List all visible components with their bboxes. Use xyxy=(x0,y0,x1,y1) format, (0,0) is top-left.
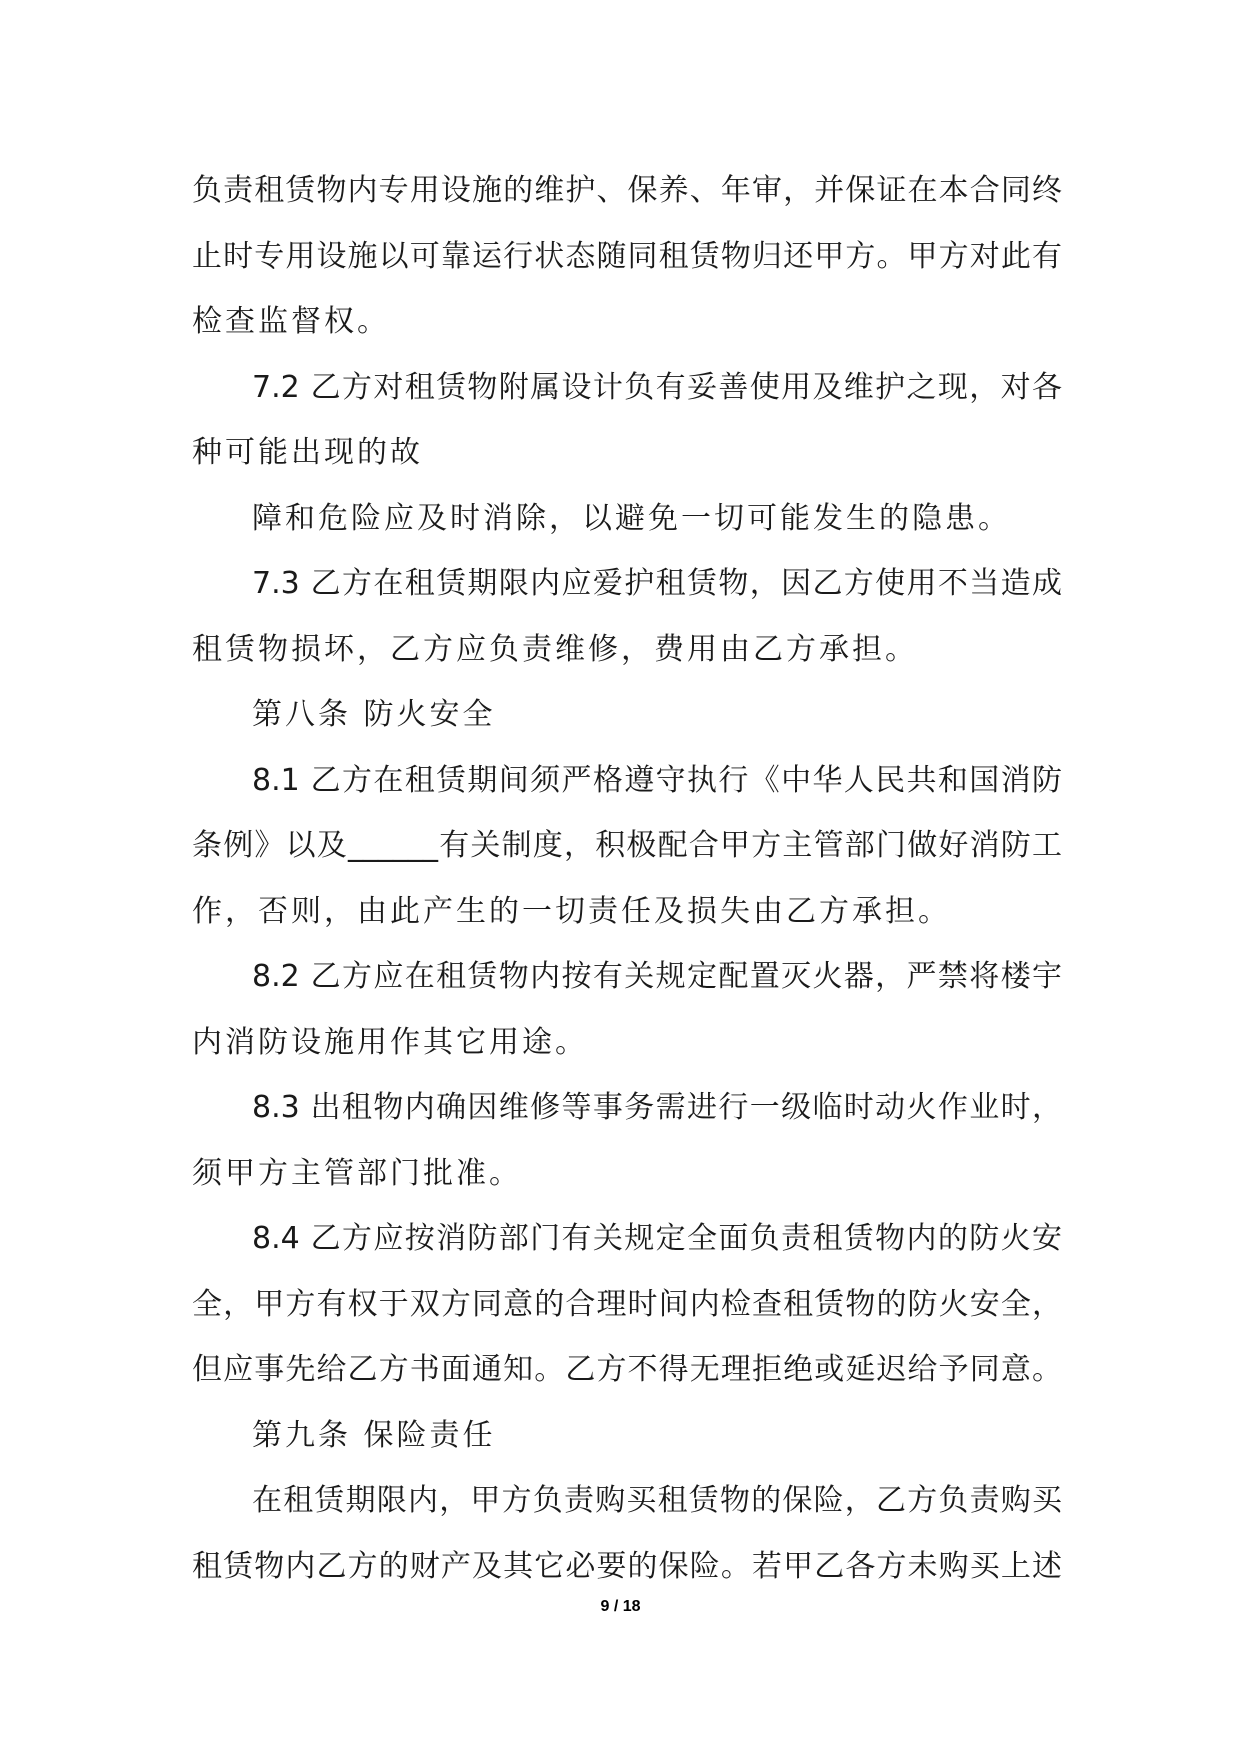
text-line: 在租赁期限内，甲方负责购买租赁物的保险，乙方负责购买 xyxy=(252,1483,1062,1518)
page-number: 9 / 18 xyxy=(600,1598,641,1615)
text-line: 须甲方主管部门批准。 xyxy=(192,1155,522,1191)
text-line: 条例》以及______有关制度，积极配合甲方主管部门做好消防工 xyxy=(192,828,1062,863)
text-line: 全，甲方有权于双方同意的合理时间内检查租赁物的防火安全， xyxy=(192,1286,1062,1322)
text-line: 8.3 出租物内确因维修等事务需进行一级临时动火作业时， xyxy=(252,1090,1062,1125)
body-text xyxy=(192,158,1062,1599)
text-line: 第九条 保险责任 xyxy=(252,1417,496,1453)
text-line: 但应事先给乙方书面通知。乙方不得无理拒绝或延迟给予同意。 xyxy=(192,1352,1062,1387)
text-line: 种可能出现的故 xyxy=(192,435,423,470)
text-line: 内消防设施用作其它用途。 xyxy=(192,1024,588,1060)
text-line: 租赁物损坏，乙方应负责维修，费用由乙方承担。 xyxy=(192,631,918,667)
text-line: 8.1 乙方在租赁期间须严格遵守执行《中华人民共和国消防 xyxy=(252,762,1062,798)
text-line: 止时专用设施以可靠运行状态随同租赁物归还甲方。甲方对此有 xyxy=(192,238,1062,274)
text-line: 作，否则，由此产生的一切责任及损失由乙方承担。 xyxy=(192,893,951,929)
text-line: 7.2 乙方对租赁物附属设计负有妥善使用及维护之现，对各 xyxy=(252,369,1062,405)
text-line: 8.4 乙方应按消防部门有关规定全面负责租赁物内的防火安 xyxy=(252,1221,1062,1256)
text-line: 检查监督权。 xyxy=(192,304,390,339)
text-line: 第八条 防火安全 xyxy=(252,697,496,732)
text-line: 8.2 乙方应在租赁物内按有关规定配置灭火器，严禁将楼宇 xyxy=(252,959,1062,994)
text-line: 负责租赁物内专用设施的维护、保养、年审，并保证在本合同终 xyxy=(192,173,1062,208)
text-line: 7.3 乙方在租赁期限内应爱护租赁物，因乙方使用不当造成 xyxy=(252,566,1062,601)
text-line: 障和危险应及时消除，以避免一切可能发生的隐患。 xyxy=(252,500,1011,536)
text-line: 租赁物内乙方的财产及其它必要的保险。若甲乙各方未购买上述 xyxy=(192,1548,1062,1584)
